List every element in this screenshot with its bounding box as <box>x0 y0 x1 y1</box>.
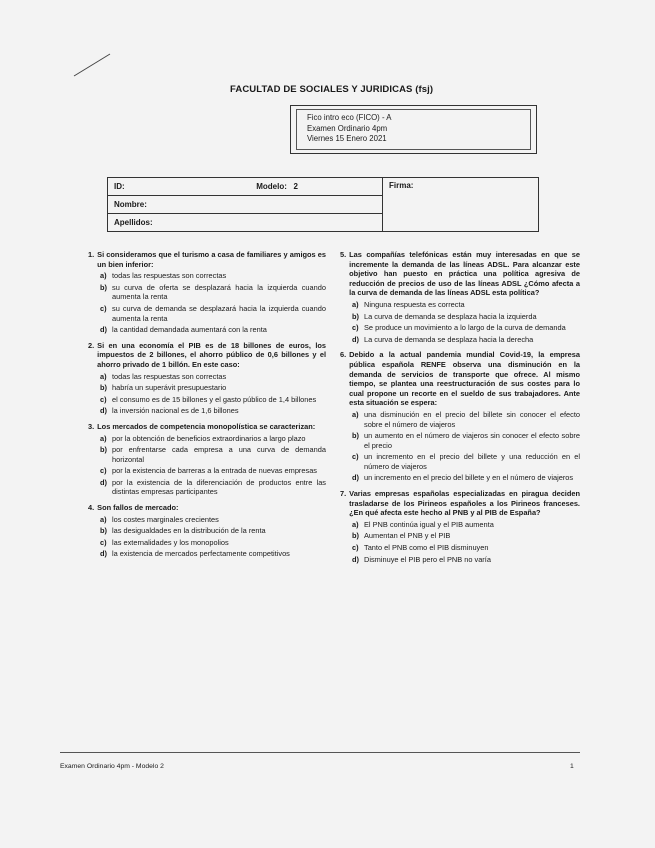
name-cell[interactable] <box>108 196 383 214</box>
option-d[interactable] <box>340 335 580 345</box>
option-letter: c) <box>352 452 359 462</box>
model-value: 2 <box>293 182 298 191</box>
option-b[interactable] <box>88 283 326 302</box>
option-text: una disminución en el precio del billete sin conocer el efecto sobre el número de viajeros <box>364 409 580 429</box>
option-letter: d) <box>100 325 107 335</box>
option-letter: c) <box>100 394 107 404</box>
option-text: todas las respuestas son correctas <box>112 271 227 281</box>
option-c[interactable] <box>88 466 326 476</box>
question-6 <box>340 350 580 483</box>
option-text: por la existencia de barreras a la entrada de nuevas empresas <box>112 466 318 476</box>
option-c[interactable] <box>88 395 326 405</box>
option-text: las externalidades y los monopolios <box>112 537 229 547</box>
option-b[interactable] <box>340 312 580 322</box>
option-text: su curva de demanda se desplazará hacia la izquierda cuando aumenta la renta <box>112 303 326 323</box>
name-label: Nombre: <box>114 200 147 209</box>
option-a[interactable] <box>88 434 326 444</box>
option-letter: a) <box>100 514 107 524</box>
option-text: las desigualdades en la distribución de la renta <box>112 526 266 536</box>
option-text: habría un superávit presupuestario <box>112 383 227 393</box>
option-letter: d) <box>352 334 359 344</box>
exam-date: Viernes 15 Enero 2021 <box>307 134 387 143</box>
option-text: todas las respuestas son correctas <box>112 371 227 381</box>
signature-cell[interactable] <box>383 178 539 232</box>
option-letter: c) <box>352 323 359 333</box>
option-text: los costes marginales crecientes <box>112 514 219 524</box>
model-field <box>256 182 298 191</box>
option-text: por enfrentarse cada empresa a una curva de demanda horizontal <box>112 445 326 464</box>
option-text: Se produce un movimiento a lo largo de la curva de demanda <box>364 323 566 333</box>
question-5 <box>340 250 580 344</box>
question-number: 6. <box>340 350 347 360</box>
option-d[interactable] <box>88 325 326 335</box>
exam-name: Examen Ordinario 4pm <box>307 123 388 133</box>
option-d[interactable] <box>88 549 326 559</box>
question-stem: Los mercados de competencia monopolística se caracterizan: <box>97 421 316 431</box>
question-3 <box>88 422 326 497</box>
option-b[interactable] <box>88 445 326 464</box>
option-text: un incremento en el precio del billete y en el número de viajeros <box>364 473 574 483</box>
option-text: Disminuye el PIB pero el PNB no varía <box>364 554 491 564</box>
question-number: 2. <box>88 340 95 350</box>
question-stem: Varias empresas españolas especializadas en piragua deciden trasladarse de los Pirineos españoles a los Pirineos franceses. ¿En qué afecta este hecho al PNB y al PIB de España? <box>349 489 580 518</box>
questions-left-column <box>88 250 326 565</box>
id-cell[interactable] <box>108 178 383 196</box>
option-d[interactable] <box>340 473 580 483</box>
option-text: su curva de oferta se desplazará hacia la izquierda cuando aumenta la renta <box>112 282 326 302</box>
option-letter: a) <box>352 299 359 309</box>
option-letter: b) <box>100 526 107 536</box>
option-letter: d) <box>352 473 359 483</box>
id-label: ID: <box>114 182 125 191</box>
question-number: 4. <box>88 503 95 513</box>
option-letter: b) <box>100 383 107 393</box>
option-letter: b) <box>100 445 107 455</box>
option-text: por la existencia de la diferenciación de productos entre las distintas empresas participantes <box>112 477 326 497</box>
option-b[interactable] <box>88 383 326 393</box>
question-number: 3. <box>88 421 95 431</box>
option-text: el consumo es de 15 billones y el gasto público de 1,4 billones <box>112 394 317 404</box>
option-d[interactable] <box>88 406 326 416</box>
questions-right-column <box>340 250 580 570</box>
option-letter: a) <box>352 409 359 419</box>
question-1 <box>88 250 326 335</box>
option-c[interactable] <box>88 538 326 548</box>
exam-info-box <box>290 105 537 154</box>
option-text: La curva de demanda se desplaza hacia la derecha <box>364 334 534 344</box>
option-a[interactable] <box>88 372 326 382</box>
faculty-title: FACULTAD DE SOCIALES Y JURIDICAS (fsj) <box>230 84 434 95</box>
question-stem: Las compañías telefónicas están muy interesadas en que se incremente la demanda de las líneas ADSL. Para alcanzar este objetivo han puesto en práctica una política agresiva de reducción de precios de uso de las líneas ADSL ¿Cómo afecta a la curva de demanda de las líneas ADSL esta política? <box>349 250 580 298</box>
option-a[interactable] <box>340 520 580 530</box>
option-text: un aumento en el número de viajeros sin conocer el efecto sobre el precio <box>364 431 580 450</box>
option-letter: a) <box>100 371 107 381</box>
option-letter: b) <box>352 531 359 541</box>
option-text: la cantidad demandada aumentará con la renta <box>112 325 267 335</box>
option-letter: a) <box>100 433 107 443</box>
question-7 <box>340 489 580 564</box>
option-text: La curva de demanda se desplaza hacia la izquierda <box>364 311 537 321</box>
option-text: la existencia de mercados perfectamente competitivos <box>112 549 290 559</box>
option-letter: d) <box>100 549 107 559</box>
surnames-cell[interactable] <box>108 214 383 232</box>
surnames-label: Apellidos: <box>114 218 153 227</box>
option-letter: b) <box>100 282 107 292</box>
option-text: Ninguna respuesta es correcta <box>364 299 465 309</box>
option-text: Aumentan el PNB y el PIB <box>364 531 451 541</box>
option-c[interactable] <box>340 543 580 553</box>
option-letter: d) <box>100 477 107 487</box>
model-label: Modelo: <box>256 182 287 191</box>
option-c[interactable] <box>340 323 580 333</box>
option-letter: d) <box>100 406 107 416</box>
page-number: 1 <box>570 763 574 770</box>
option-c[interactable] <box>340 452 580 471</box>
option-b[interactable] <box>340 531 580 541</box>
option-letter: d) <box>352 554 359 564</box>
question-stem: Son fallos de mercado: <box>97 503 179 513</box>
footer-exam-label: Examen Ordinario 4pm - Modelo 2 <box>60 763 164 770</box>
option-letter: a) <box>352 519 359 529</box>
question-4 <box>88 503 326 559</box>
option-text: la inversión nacional es de 1,6 billones <box>112 406 239 416</box>
option-a[interactable] <box>340 410 580 429</box>
question-number: 5. <box>340 250 347 259</box>
option-text: un incremento en el precio del billete y una reducción en el número de viajeros <box>364 452 580 471</box>
option-letter: b) <box>352 431 359 441</box>
option-text: El PNB continúa igual y el PIB aumenta <box>364 519 494 529</box>
option-text: Tanto el PNB como el PIB disminuyen <box>364 543 489 553</box>
option-text: por la obtención de beneficios extraordinarios a largo plazo <box>112 433 306 443</box>
option-a[interactable] <box>88 515 326 525</box>
question-number: 1. <box>88 250 95 259</box>
option-d[interactable] <box>88 478 326 497</box>
option-b[interactable] <box>340 431 580 450</box>
student-id-table <box>107 177 539 232</box>
course-name: Fico intro eco (FICO) - A <box>307 113 392 122</box>
option-c[interactable] <box>88 304 326 323</box>
option-letter: c) <box>100 466 107 476</box>
option-letter: a) <box>100 271 107 281</box>
question-2 <box>88 341 326 416</box>
option-a[interactable] <box>88 271 326 281</box>
option-letter: c) <box>352 543 359 553</box>
option-letter: c) <box>100 303 107 313</box>
option-letter: b) <box>352 311 359 321</box>
option-a[interactable] <box>340 300 580 310</box>
question-stem: Debido a la actual pandemia mundial Covid-19, la empresa pública española RENFE observa una disminución en la demanda de servicios de transporte que ofrece. Al mismo tiempo, se plantea una reestructuración de sus costes para lo cual propone un recorte en el sueldo de sus trabajadores. Ante esta situación se espera: <box>349 350 580 408</box>
question-stem: Si en una economía el PIB es de 18 billones de euros, los impuestos de 2 billones, el ahorro público de 0,6 billones y el ahorro privado de 1 billón. En este caso: <box>97 340 326 369</box>
option-d[interactable] <box>340 555 580 565</box>
pen-stroke-mark <box>72 52 112 78</box>
option-b[interactable] <box>88 526 326 536</box>
footer-divider <box>60 752 580 753</box>
question-number: 7. <box>340 489 347 499</box>
question-stem: Si consideramos que el turismo a casa de familiares y amigos es un bien inferior: <box>97 250 326 269</box>
signature-label: Firma: <box>389 181 414 190</box>
option-letter: c) <box>100 537 107 547</box>
